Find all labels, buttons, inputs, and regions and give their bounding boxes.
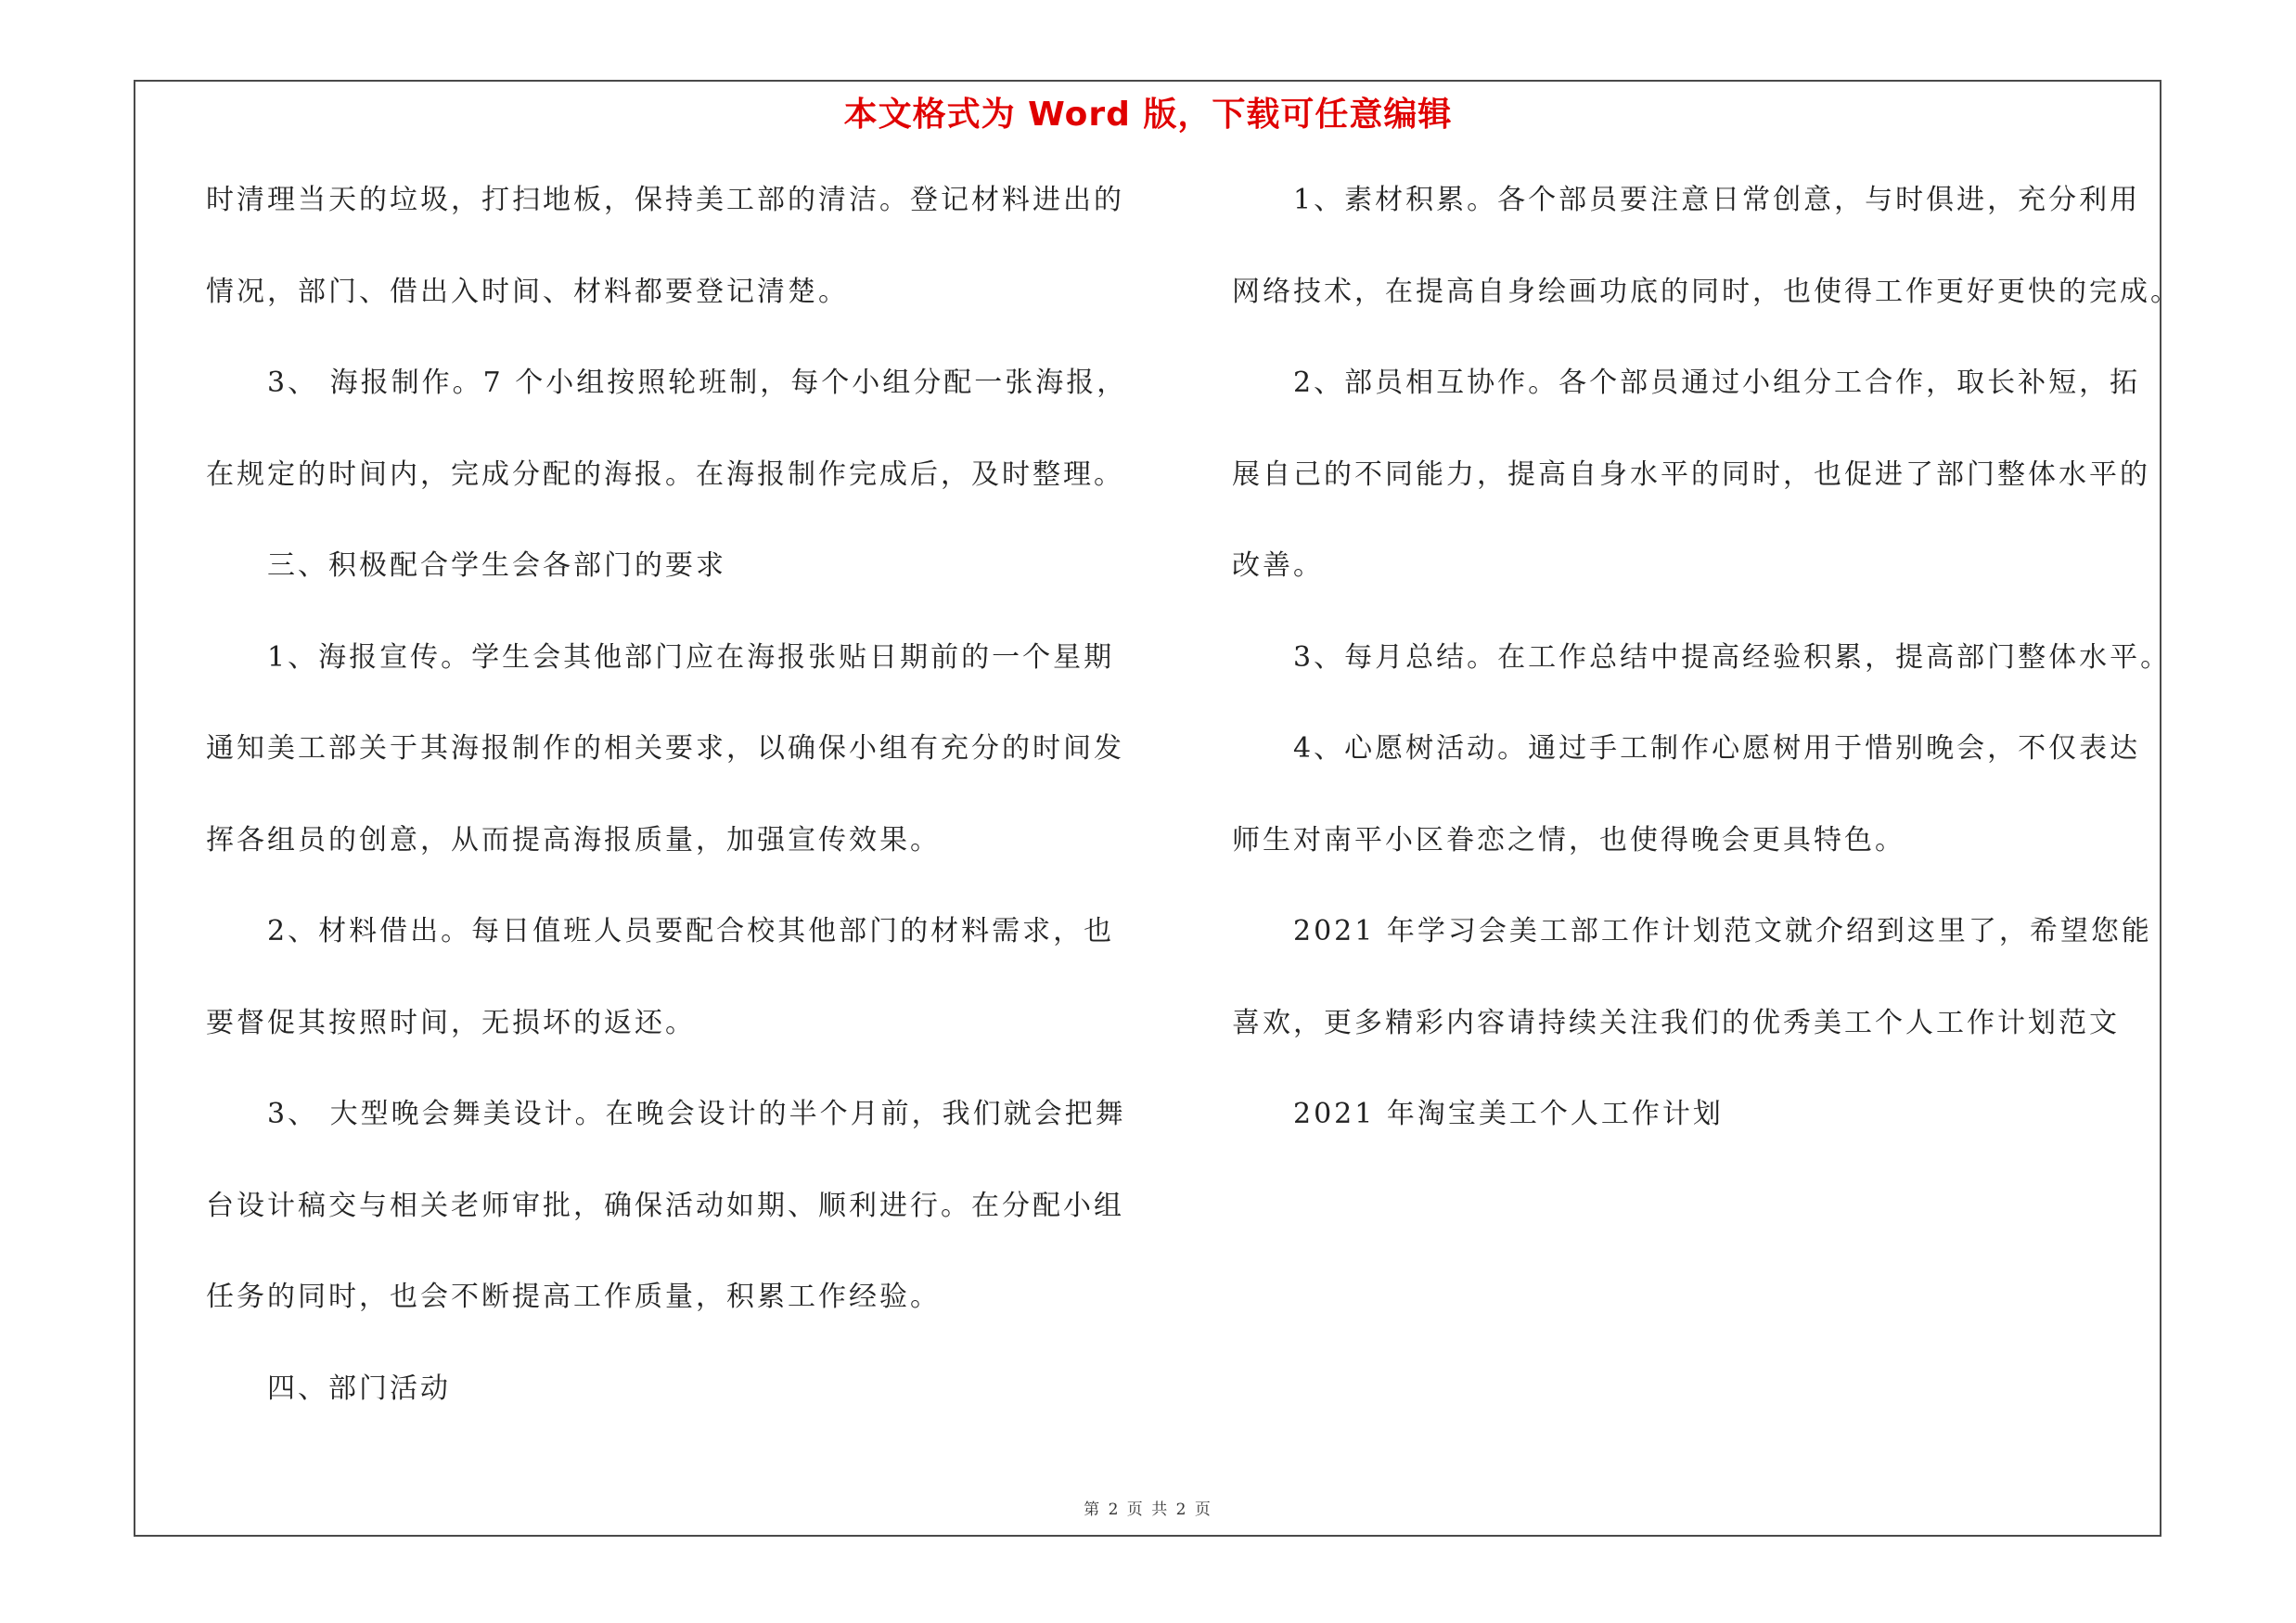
paragraph-line: 时清理当天的垃圾，打扫地板，保持美工部的清洁。登记材料进出的 <box>206 184 1124 216</box>
paragraph-line: 通知美工部关于其海报制作的相关要求，以确保小组有充分的时间发 <box>206 732 1124 765</box>
paragraph-line: 1、素材积累。各个部员要注意日常创意，与时俱进，充分利用 <box>1293 184 2141 216</box>
paragraph-line: 在规定的时间内，完成分配的海报。在海报制作完成后，及时整理。 <box>206 458 1124 491</box>
paragraph-line: 挥各组员的创意，从而提高海报质量，加强宣传效果。 <box>206 824 941 857</box>
paragraph-line: 3、 大型晚会舞美设计。在晚会设计的半个月前，我们就会把舞 <box>267 1098 1126 1130</box>
section-heading: 四、部门活动 <box>267 1372 451 1405</box>
paragraph-line: 要督促其按照时间，无损坏的返还。 <box>206 1007 696 1039</box>
header-banner: 本文格式为 Word 版，下载可任意编辑 <box>843 96 1453 134</box>
paragraph-line: 2、部员相互协作。各个部员通过小组分工合作，取长补短，拓 <box>1293 367 2141 399</box>
paragraph-line: 3、每月总结。在工作总结中提高经验积累，提高部门整体水平。 <box>1293 641 2172 674</box>
paragraph-line: 3、 海报制作。7 个小组按照轮班制，每个小组分配一张海报， <box>267 367 1128 399</box>
paragraph-line: 2、材料借出。每日值班人员要配合校其他部门的材料需求，也 <box>267 915 1115 947</box>
paragraph-line: 师生对南平小区眷恋之情，也使得晚会更具特色。 <box>1232 824 1905 857</box>
paragraph-line: 2021 年学习会美工部工作计划范文就介绍到这里了，希望您能 <box>1293 915 2152 947</box>
paragraph-line: 网络技术，在提高自身绘画功底的同时，也使得工作更好更快的完成。 <box>1232 276 2181 308</box>
paragraph-line: 情况，部门、借出入时间、材料都要登记清楚。 <box>206 276 849 308</box>
paragraph-line: 喜欢，更多精彩内容请持续关注我们的优秀美工个人工作计划范文 <box>1232 1007 2120 1039</box>
paragraph-line: 改善。 <box>1232 549 1324 582</box>
section-heading: 三、积极配合学生会各部门的要求 <box>267 549 726 582</box>
paragraph-line: 台设计稿交与相关老师审批，确保活动如期、顺利进行。在分配小组 <box>206 1190 1124 1222</box>
paragraph-line: 任务的同时，也会不断提高工作质量，积累工作经验。 <box>206 1281 941 1313</box>
paragraph-line: 1、海报宣传。学生会其他部门应在海报张贴日期前的一个星期 <box>267 641 1115 674</box>
paragraph-line: 展自己的不同能力，提高自身水平的同时，也促进了部门整体水平的 <box>1232 458 2150 491</box>
paragraph-line: 2021 年淘宝美工个人工作计划 <box>1293 1098 1724 1130</box>
page-number: 第 2 页 共 2 页 <box>1084 1501 1212 1519</box>
paragraph-line: 4、心愿树活动。通过手工制作心愿树用于惜别晚会，不仅表达 <box>1293 732 2141 765</box>
